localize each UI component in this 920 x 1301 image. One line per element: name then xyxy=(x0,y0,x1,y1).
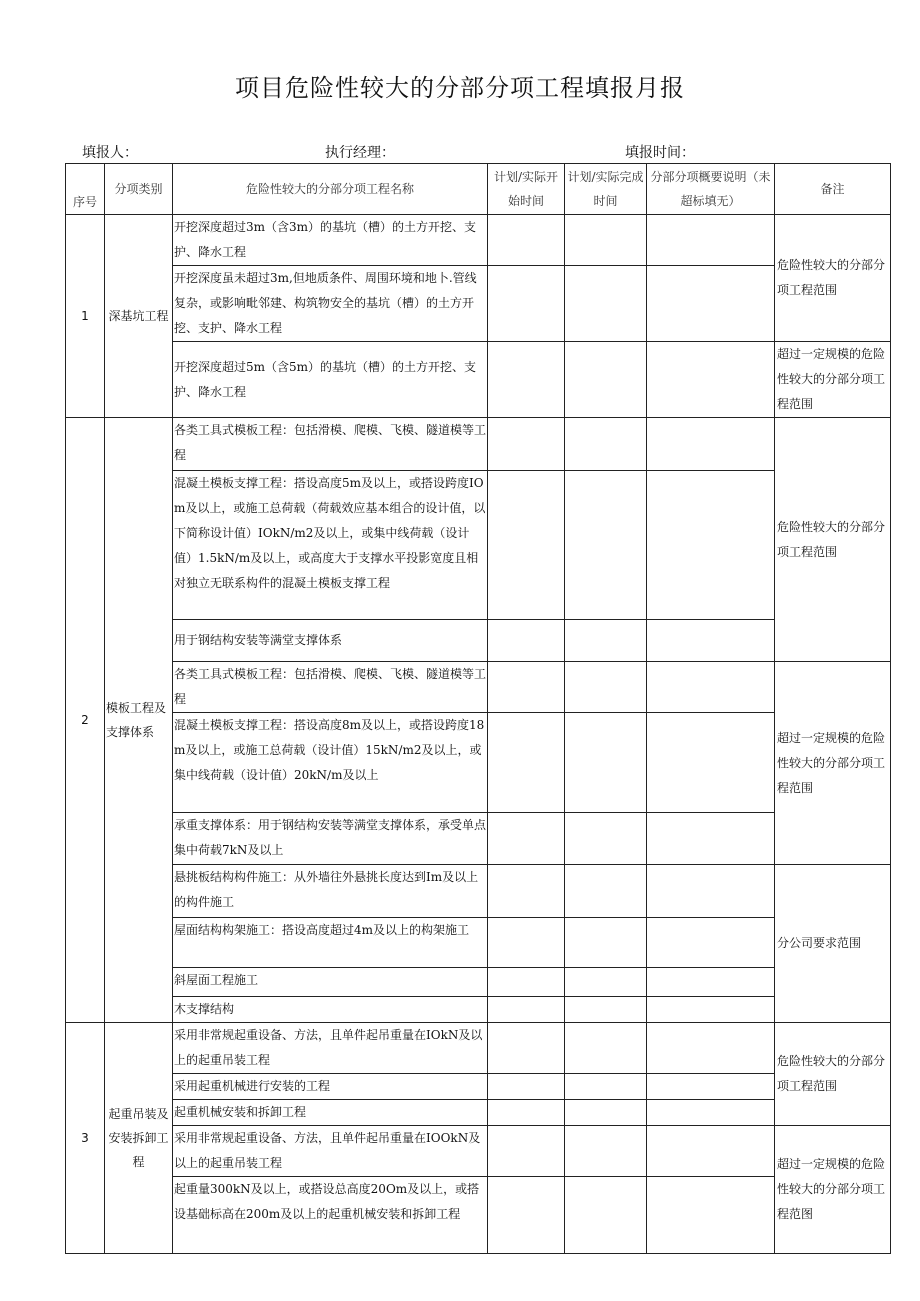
summary-cell[interactable] xyxy=(647,266,775,342)
remark-cell: 危险性较大的分部分项工程范围 xyxy=(775,215,891,342)
finish-time-cell[interactable] xyxy=(565,1023,647,1074)
table-row xyxy=(66,418,891,471)
start-time-cell[interactable] xyxy=(488,471,565,620)
start-time-cell[interactable] xyxy=(488,1126,565,1177)
section-category: 深基坑工程 xyxy=(105,215,173,418)
item-name: 各类工具式模板工程：包括滑模、爬模、飞模、隧道模等工程 xyxy=(173,418,488,471)
finish-time-cell[interactable] xyxy=(565,1100,647,1126)
summary-cell[interactable] xyxy=(647,968,775,997)
section-number: 1 xyxy=(66,215,105,418)
section-category: 模板工程及支撑体系 xyxy=(105,418,173,1023)
start-time-cell[interactable] xyxy=(488,968,565,997)
table-row xyxy=(66,865,891,918)
start-time-cell[interactable] xyxy=(488,918,565,968)
header-summary: 分部分项概要说明（未超标填无） xyxy=(647,164,775,215)
summary-cell[interactable] xyxy=(647,1023,775,1074)
finish-time-cell[interactable] xyxy=(565,865,647,918)
finish-time-cell[interactable] xyxy=(565,215,647,266)
item-name: 采用起重机械进行安装的工程 xyxy=(173,1074,488,1100)
summary-cell[interactable] xyxy=(647,215,775,266)
finish-time-cell[interactable] xyxy=(565,662,647,713)
finish-time-cell[interactable] xyxy=(565,342,647,418)
item-name: 开挖深度虽未超过3m,但地质条件、周围环境和地卜.管线复杂，或影响毗邻建、构筑物安全的基坑（槽）的土方开挖、支护、降水工程 xyxy=(173,266,488,342)
item-name: 混凝土模板支撑工程：搭设高度8m及以上，或搭设跨度18m及以上，或施工总荷载（设计值）15kN∕m2及以上，或集中线荷载（设计值）20kN∕m及以上 xyxy=(173,713,488,813)
item-name: 承重支撑体系：用于钢结构安装等满堂支撑体系，承受单点集中荷载7kN及以上 xyxy=(173,813,488,865)
item-name: 开挖深度超过5m（含5m）的基坑（槽）的土方开挖、支护、降水工程 xyxy=(173,342,488,418)
filler-label: 填报人： xyxy=(82,145,138,161)
finish-time-cell[interactable] xyxy=(565,968,647,997)
table-row xyxy=(66,813,891,865)
table-row xyxy=(66,918,891,968)
start-time-cell[interactable] xyxy=(488,342,565,418)
start-time-cell[interactable] xyxy=(488,1074,565,1100)
start-time-cell[interactable] xyxy=(488,865,565,918)
table-row xyxy=(66,968,891,997)
remark-cell: 危险性较大的分部分项工程范围 xyxy=(775,418,891,662)
summary-cell[interactable] xyxy=(647,713,775,813)
report-date-label: 填报时间： xyxy=(625,145,695,161)
finish-time-cell[interactable] xyxy=(565,1177,647,1254)
finish-time-cell[interactable] xyxy=(565,1126,647,1177)
finish-time-cell[interactable] xyxy=(565,1074,647,1100)
table-row xyxy=(66,620,891,662)
item-name: 开挖深度超过3m（含3m）的基坑（槽）的土方开挖、支护、降水工程 xyxy=(173,215,488,266)
header-remark: 备注 xyxy=(775,164,891,215)
remark-cell: 分公司要求范围 xyxy=(775,865,891,1023)
start-time-cell[interactable] xyxy=(488,1177,565,1254)
item-name: 各类工具式模板工程：包括滑模、爬模、飞模、隧道模等工程 xyxy=(173,662,488,713)
item-name: 起重机械安装和拆卸工程 xyxy=(173,1100,488,1126)
finish-time-cell[interactable] xyxy=(565,918,647,968)
start-time-cell[interactable] xyxy=(488,215,565,266)
finish-time-cell[interactable] xyxy=(565,418,647,471)
item-name: 采用非常规起重设备、方法，且单件起吊重量在IOkN及以上的起重吊装工程 xyxy=(173,1023,488,1074)
header-name: 危险性较大的分部分项工程名称 xyxy=(173,164,488,215)
item-name: 斜屋面工程施工 xyxy=(173,968,488,997)
start-time-cell[interactable] xyxy=(488,662,565,713)
start-time-cell[interactable] xyxy=(488,813,565,865)
start-time-cell[interactable] xyxy=(488,266,565,342)
table-row xyxy=(66,1177,891,1254)
item-name: 起重量300kN及以上，或搭设总高度20Om及以上，或搭设基础标高在200m及以上的起重机械安装和拆卸工程 xyxy=(173,1177,488,1254)
remark-cell: 危险性较大的分部分项工程范围 xyxy=(775,1023,891,1126)
table-row xyxy=(66,342,891,418)
finish-time-cell[interactable] xyxy=(565,813,647,865)
start-time-cell[interactable] xyxy=(488,997,565,1023)
manager-label: 执行经理： xyxy=(325,145,395,161)
item-name: 木支撑结构 xyxy=(173,997,488,1023)
summary-cell[interactable] xyxy=(647,865,775,918)
summary-cell[interactable] xyxy=(647,620,775,662)
start-time-cell[interactable] xyxy=(488,418,565,471)
header-finish-time: 计划/实际完成时间 xyxy=(565,164,647,215)
remark-cell: 超过一定规模的危险性较大的分部分项工程范围 xyxy=(775,662,891,865)
table-row xyxy=(66,1023,891,1074)
item-name: 用于钢结构安装等满堂支撑体系 xyxy=(173,620,488,662)
finish-time-cell[interactable] xyxy=(565,620,647,662)
item-name: 混凝土模板支撑工程：搭设高度5m及以上，或搭设跨度IOm及以上，或施工总荷载（荷载效应基本组合的设计值，以下简称设计值）IOkN/m2及以上，或集中线荷载（设计值）1.5kN∕m及以上，或高度大于支撑水平投影宽度且相对独立无联系构件的混凝土模板支撑工程 xyxy=(173,471,488,620)
table-row xyxy=(66,1074,891,1100)
table-row xyxy=(66,662,891,713)
table-row xyxy=(66,1126,891,1177)
item-name: 屋面结构构架施工：搭设高度超过4m及以上的构架施工 xyxy=(173,918,488,968)
start-time-cell[interactable] xyxy=(488,1100,565,1126)
section-number: 2 xyxy=(66,418,105,1023)
section-category: 起重吊装及安装拆卸工程 xyxy=(105,1023,173,1254)
summary-cell[interactable] xyxy=(647,342,775,418)
item-name: 采用非常规起重设备、方法，且单件起吊重量在IOOkN及以上的起重吊装工程 xyxy=(173,1126,488,1177)
summary-cell[interactable] xyxy=(647,918,775,968)
remark-cell: 超过一定规模的危险性较大的分部分项工程范图 xyxy=(775,1126,891,1254)
summary-cell[interactable] xyxy=(647,418,775,471)
header-start-time: 计划/实际开始时间 xyxy=(488,164,565,215)
remark-cell: 超过一定规模的危险性较大的分部分项工程范围 xyxy=(775,342,891,418)
header-category: 分项类别 xyxy=(105,164,173,215)
start-time-cell[interactable] xyxy=(488,713,565,813)
table-row xyxy=(66,215,891,266)
summary-cell[interactable] xyxy=(647,997,775,1023)
table-row xyxy=(66,471,891,620)
start-time-cell[interactable] xyxy=(488,620,565,662)
summary-cell[interactable] xyxy=(647,1126,775,1177)
finish-time-cell[interactable] xyxy=(565,471,647,620)
table-row xyxy=(66,997,891,1023)
finish-time-cell[interactable] xyxy=(565,266,647,342)
table-row xyxy=(66,713,891,813)
report-table xyxy=(65,163,891,1254)
header-row xyxy=(66,164,891,215)
finish-time-cell[interactable] xyxy=(565,713,647,813)
summary-cell[interactable] xyxy=(647,471,775,620)
start-time-cell[interactable] xyxy=(488,1023,565,1074)
table-row xyxy=(66,266,891,342)
summary-cell[interactable] xyxy=(647,662,775,713)
table-row xyxy=(66,1100,891,1126)
summary-cell[interactable] xyxy=(647,813,775,865)
item-name: 悬挑板结构构件施工：从外墙往外悬挑长度达到Im及以上的构件施工 xyxy=(173,865,488,918)
section-number: 3 xyxy=(66,1023,105,1254)
report-title: 项目危险性较大的分部分项工程填报月报 xyxy=(235,74,685,102)
header-seq: 序号 xyxy=(66,164,105,215)
summary-cell[interactable] xyxy=(647,1177,775,1254)
summary-cell[interactable] xyxy=(647,1100,775,1126)
finish-time-cell[interactable] xyxy=(565,997,647,1023)
summary-cell[interactable] xyxy=(647,1074,775,1100)
